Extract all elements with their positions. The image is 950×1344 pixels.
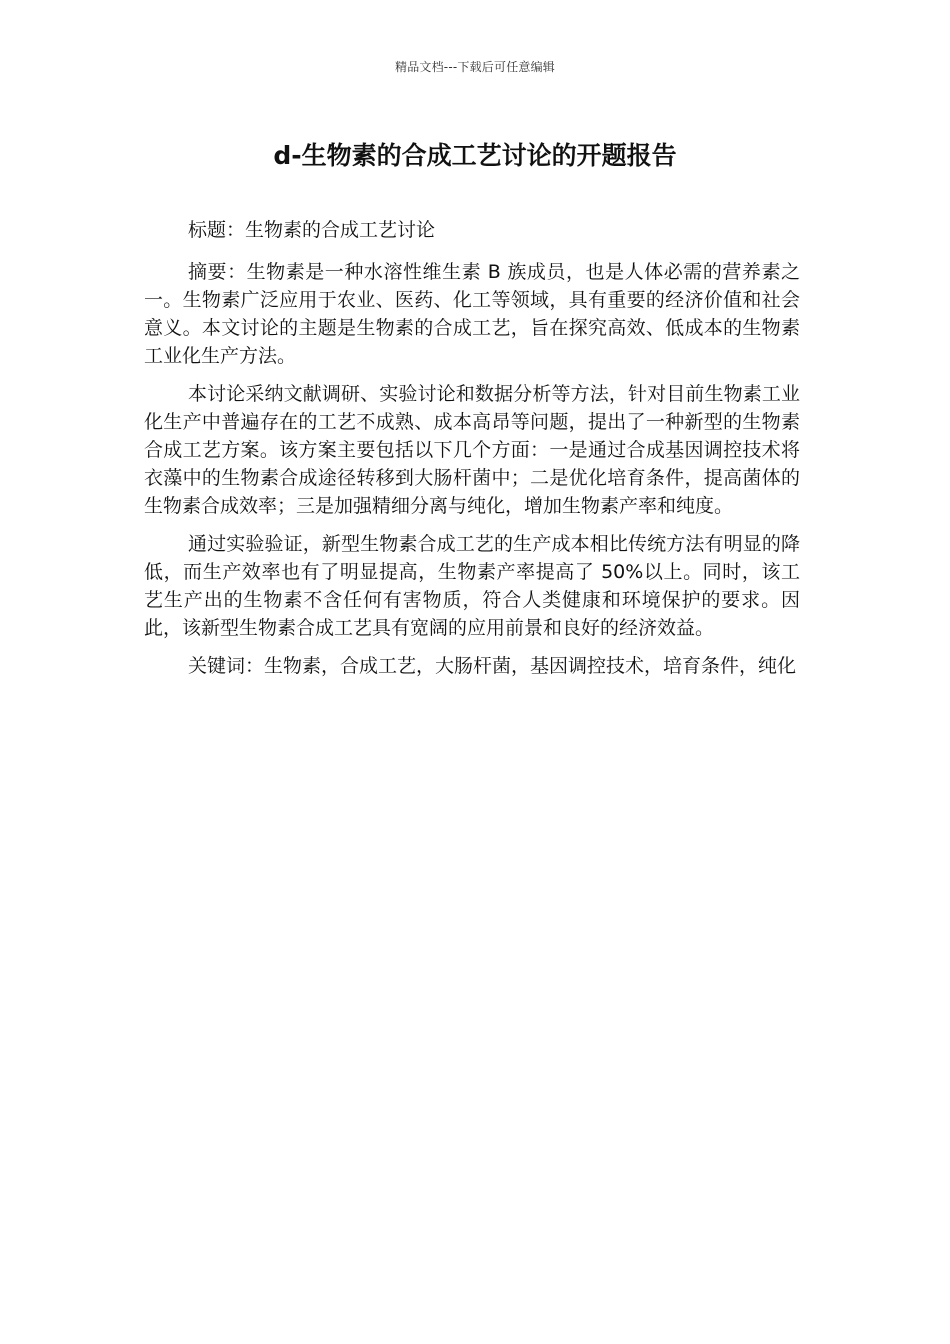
topic-line: 标题：生物素的合成工艺讨论 [188, 219, 436, 241]
method-paragraph: 本讨论采纳文献调研、实验讨论和数据分析等方法，针对目前生物素工业化生产中普遍存在的工艺不成熟、成本高昂等问题，提出了一种新型的生物素合成工艺方案。该方案主要包括以下几个方面：一是通过合成基因调控技术将衣藻中的生物素合成途径转移到大肠杆菌中；二是优化培育条件，提高菌体的生物素合成效率；三是加强精细分离与纯化，增加生物素产率和纯度。 [144, 383, 800, 517]
abstract-paragraph: 摘要：生物素是一种水溶性维生素 B 族成员，也是人体必需的营养素之一。生物素广泛应用于农业、医药、化工等领域，具有重要的经济价值和社会意义。本文讨论的主题是生物素的合成工艺，旨在探究高效、低成本的生物素工业化生产方法。 [144, 261, 800, 367]
header-note: 精品文档---下载后可任意编辑 [395, 60, 555, 74]
document-body [144, 216, 800, 690]
result-paragraph: 通过实验验证，新型生物素合成工艺的生产成本相比传统方法有明显的降低，而生产效率也有了明显提高，生物素产率提高了 50%以上。同时，该工艺生产出的生物素不含任何有害物质，符合人类健康和环境保护的要求。因此，该新型生物素合成工艺具有宽阔的应用前景和良好的经济效益。 [144, 533, 800, 639]
keywords-paragraph: 关键词：生物素，合成工艺，大肠杆菌，基因调控技术，培育条件，纯化 [188, 655, 797, 677]
document-title: d-生物素的合成工艺讨论的开题报告 [273, 141, 677, 170]
